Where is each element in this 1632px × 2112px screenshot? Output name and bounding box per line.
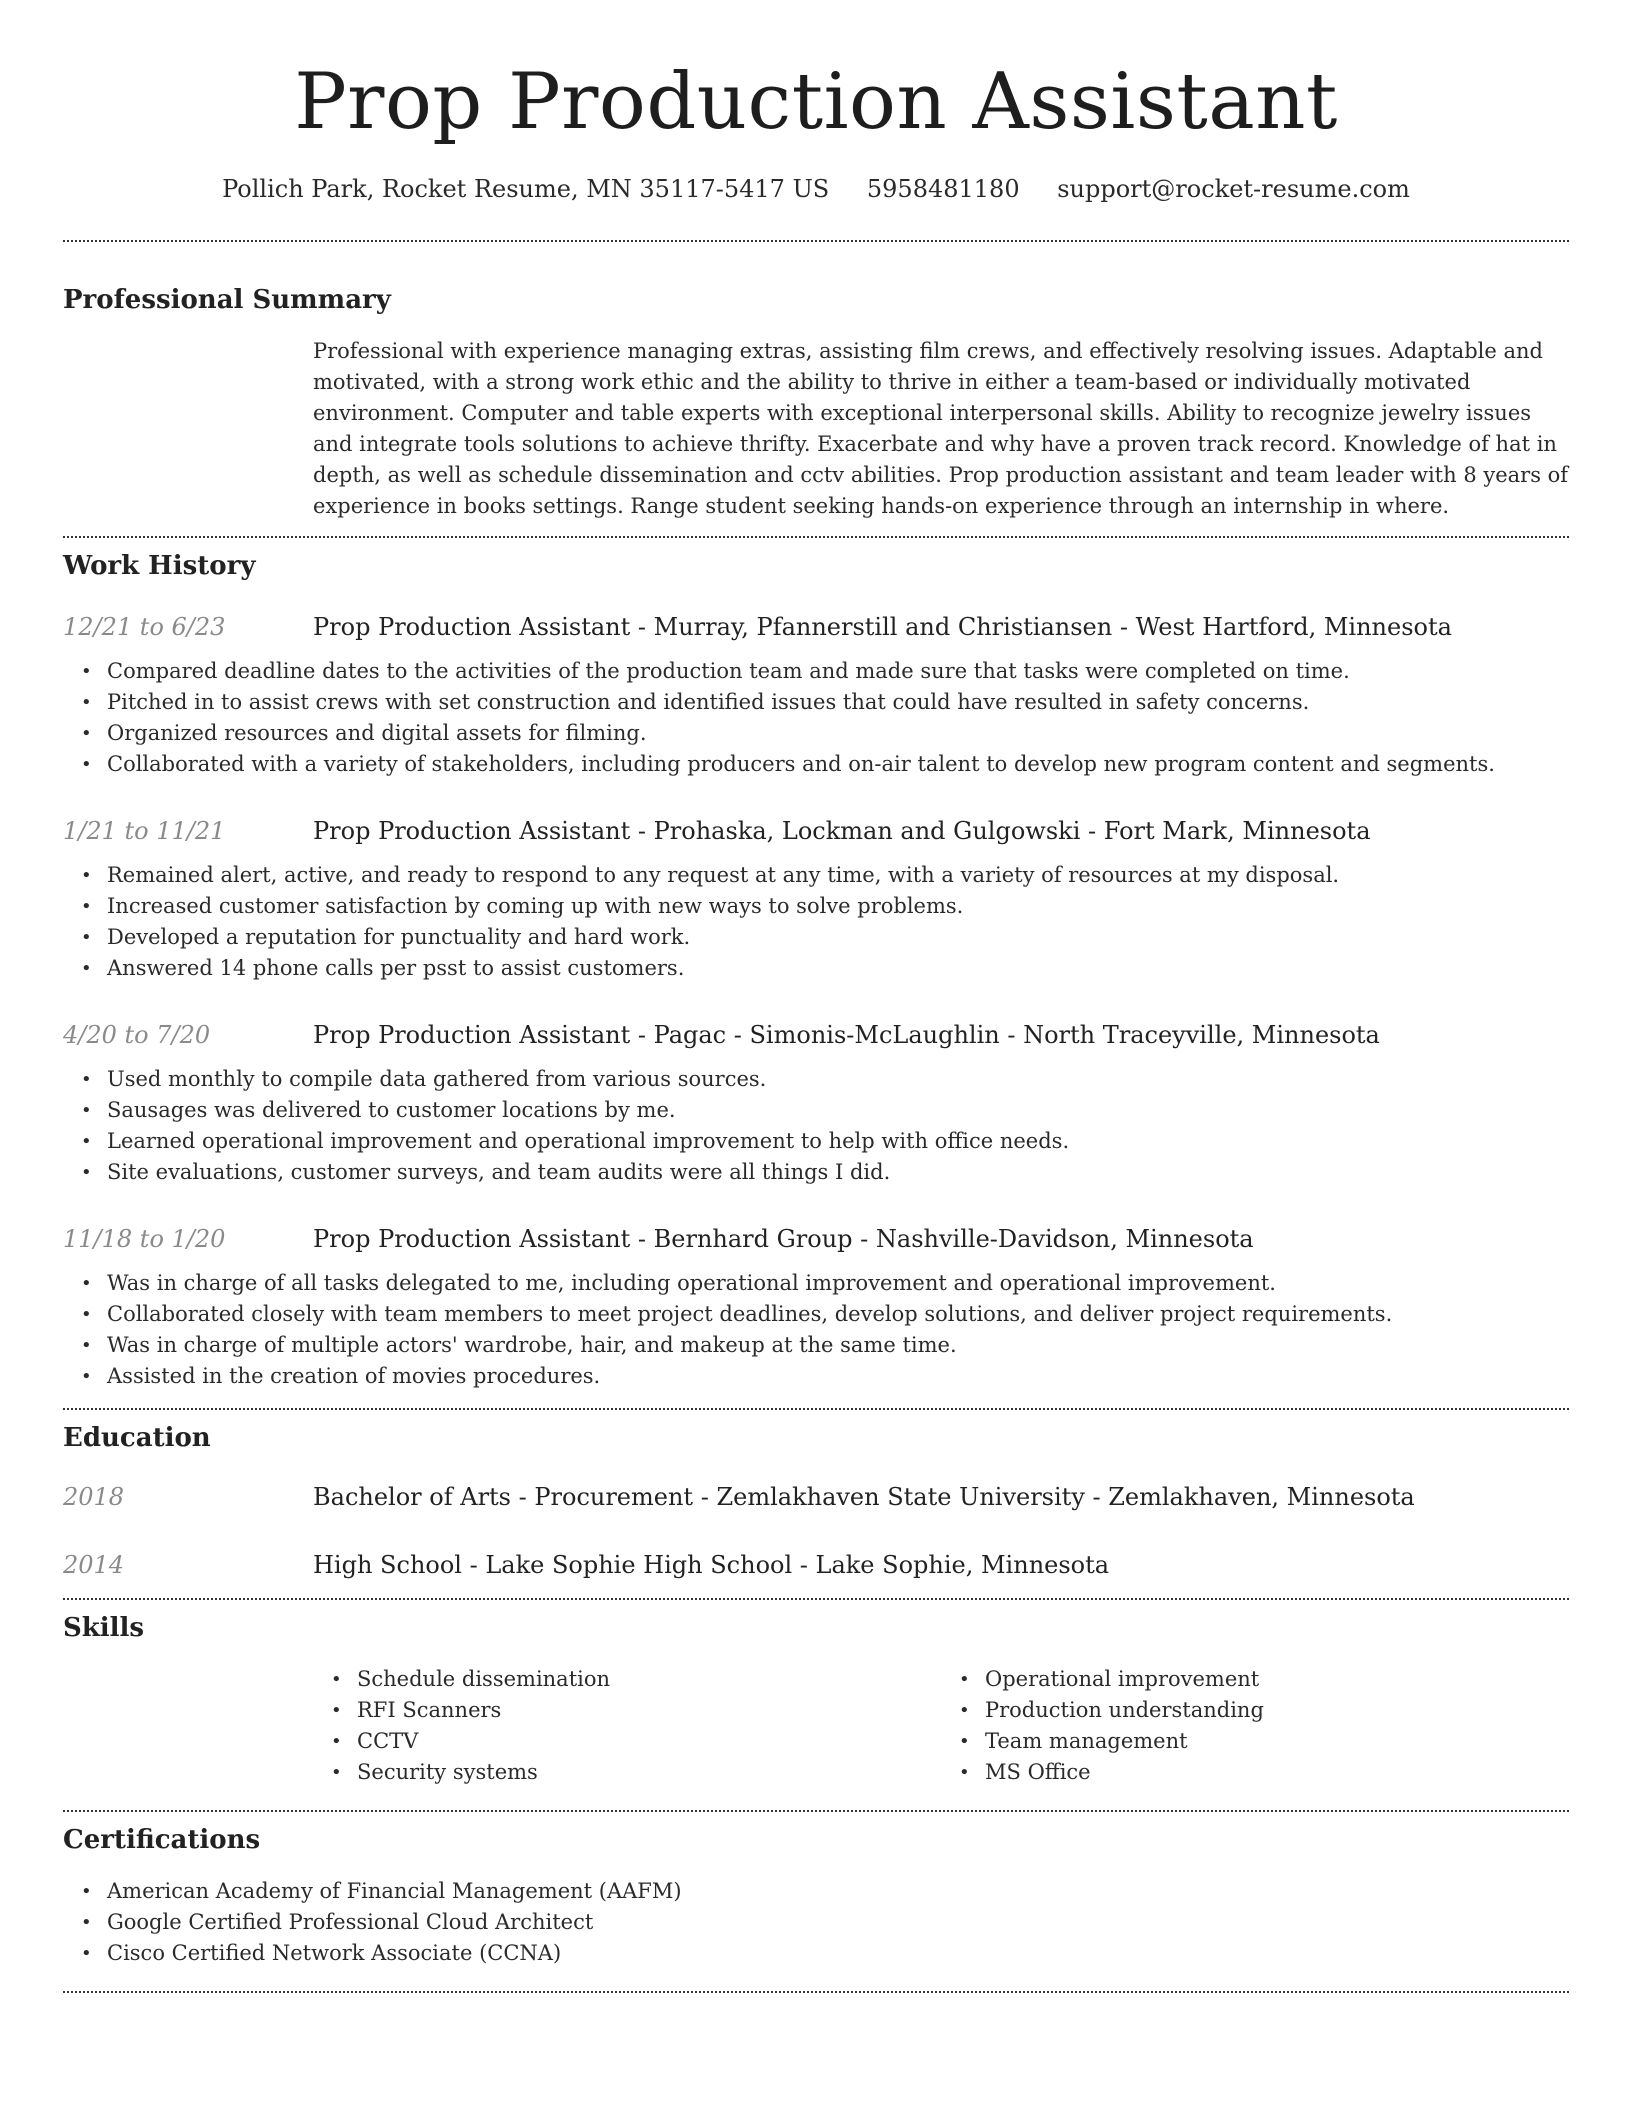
list-item: • Schedule dissemination [357, 1664, 941, 1695]
contact-email: support@rocket-resume.com [1057, 175, 1410, 203]
list-item: • Google Certified Professional Cloud Architect [107, 1907, 1569, 1938]
list-item: • Security systems [357, 1757, 941, 1788]
list-item: • Answered 14 phone calls per psst to assist customers. [107, 953, 1569, 984]
job-bullets [63, 1064, 1569, 1188]
list-item: • Developed a reputation for punctuality and hard work. [107, 922, 1569, 953]
list-item: • Collaborated closely with team members to meet project deadlines, develop solutions, and deliver project requirements. [107, 1299, 1569, 1330]
list-item: • American Academy of Financial Management (AAFM) [107, 1876, 1569, 1907]
work-history-heading: Work History [63, 551, 256, 581]
section-divider [63, 536, 1569, 538]
list-item: • Assisted in the creation of movies procedures. [107, 1361, 1569, 1392]
job-bullets [63, 860, 1569, 984]
list-item: • Pitched in to assist crews with set construction and identified issues that could have resulted in safety concerns. [107, 687, 1569, 718]
list-item: • Was in charge of all tasks delegated to me, including operational improvement and operational improvement. [107, 1268, 1569, 1299]
section-divider [63, 1408, 1569, 1410]
list-item: • MS Office [985, 1757, 1569, 1788]
job-bullets [63, 656, 1569, 780]
certifications-section [63, 1822, 1569, 1969]
certifications-heading: Certifications [63, 1825, 261, 1855]
job-title: Prop Production Assistant - Prohaska, Lockman and Gulgowski - Fort Mark, Minnesota [313, 817, 1371, 845]
list-item: • Used monthly to compile data gathered from various sources. [107, 1064, 1569, 1095]
list-item: • Increased customer satisfaction by coming up with new ways to solve problems. [107, 891, 1569, 922]
education-section [63, 1420, 1569, 1582]
list-item: • Site evaluations, customer surveys, and team audits were all things I did. [107, 1157, 1569, 1188]
job-bullets [63, 1268, 1569, 1392]
education-year: 2018 [63, 1483, 125, 1511]
job-entry [63, 1018, 1569, 1188]
job-title: Prop Production Assistant - Pagac - Simonis-McLaughlin - North Traceyville, Minnesota [313, 1021, 1380, 1049]
work-history-section [63, 548, 1569, 1392]
education-title: Bachelor of Arts - Procurement - Zemlakhaven State University - Zemlakhaven, Minnesota [313, 1483, 1415, 1511]
section-divider [63, 240, 1569, 242]
job-dates: 1/21 to 11/21 [63, 817, 226, 845]
section-divider [63, 1598, 1569, 1600]
skills-column-left [313, 1664, 941, 1788]
certifications-list [63, 1876, 1569, 1969]
job-dates: 4/20 to 7/20 [63, 1021, 211, 1049]
education-entry [63, 1480, 1569, 1514]
skills-column-right [941, 1664, 1569, 1788]
education-heading: Education [63, 1423, 211, 1453]
job-title: Prop Production Assistant - Murray, Pfannerstill and Christiansen - West Hartford, Minnesota [313, 613, 1452, 641]
job-entry [63, 610, 1569, 780]
summary-section [63, 282, 1569, 522]
summary-heading: Professional Summary [63, 285, 391, 315]
job-entry [63, 1222, 1569, 1392]
list-item: • Remained alert, active, and ready to respond to any request at any time, with a variety of resources at my disposal. [107, 860, 1569, 891]
job-entry [63, 814, 1569, 984]
job-dates: 11/18 to 1/20 [63, 1225, 226, 1253]
list-item: • Cisco Certified Network Associate (CCNA) [107, 1938, 1569, 1969]
list-item: • Was in charge of multiple actors' wardrobe, hair, and makeup at the same time. [107, 1330, 1569, 1361]
contact-line [63, 172, 1569, 206]
list-item: • Team management [985, 1726, 1569, 1757]
list-item: • Production understanding [985, 1695, 1569, 1726]
list-item: • Sausages was delivered to customer locations by me. [107, 1095, 1569, 1126]
section-divider [63, 1991, 1569, 1993]
skills-heading: Skills [63, 1613, 145, 1643]
list-item: • CCTV [357, 1726, 941, 1757]
education-entry [63, 1548, 1569, 1582]
list-item: • Collaborated with a variety of stakeholders, including producers and on-air talent to develop new program content and segments. [107, 749, 1569, 780]
skills-section [63, 1610, 1569, 1788]
list-item: • Learned operational improvement and operational improvement to help with office needs. [107, 1126, 1569, 1157]
summary-text: Professional with experience managing extras, assisting film crews, and effectively resolving issues. Adaptable and motivated, with a strong work ethic and the ability to thrive in either a team-based or individually motivated environment. Computer and table experts with exceptional interpersonal skills. Ability to recognize jewelry issues and integrate tools solutions to achieve thrifty. Exacerbate and why have a proven track record. Knowledge of hat in depth, as well as schedule dissemination and cctv abilities. Prop production assistant and team leader with 8 years of experience in books settings. Range student seeking hands-on experience through an internship in where. [313, 339, 1569, 518]
skills-grid [313, 1664, 1569, 1788]
section-divider [63, 1810, 1569, 1812]
contact-address: Pollich Park, Rocket Resume, MN 35117-5417 US [222, 175, 830, 203]
list-item: • Operational improvement [985, 1664, 1569, 1695]
education-year: 2014 [63, 1551, 125, 1579]
education-title: High School - Lake Sophie High School - Lake Sophie, Minnesota [313, 1551, 1110, 1579]
job-dates: 12/21 to 6/23 [63, 613, 226, 641]
job-title: Prop Production Assistant - Bernhard Group - Nashville-Davidson, Minnesota [313, 1225, 1254, 1253]
resume-name: Prop Production Assistant [294, 57, 1338, 147]
list-item: • RFI Scanners [357, 1695, 941, 1726]
list-item: • Compared deadline dates to the activities of the production team and made sure that tasks were completed on time. [107, 656, 1569, 687]
contact-phone: 5958481180 [866, 175, 1020, 203]
list-item: • Organized resources and digital assets for filming. [107, 718, 1569, 749]
